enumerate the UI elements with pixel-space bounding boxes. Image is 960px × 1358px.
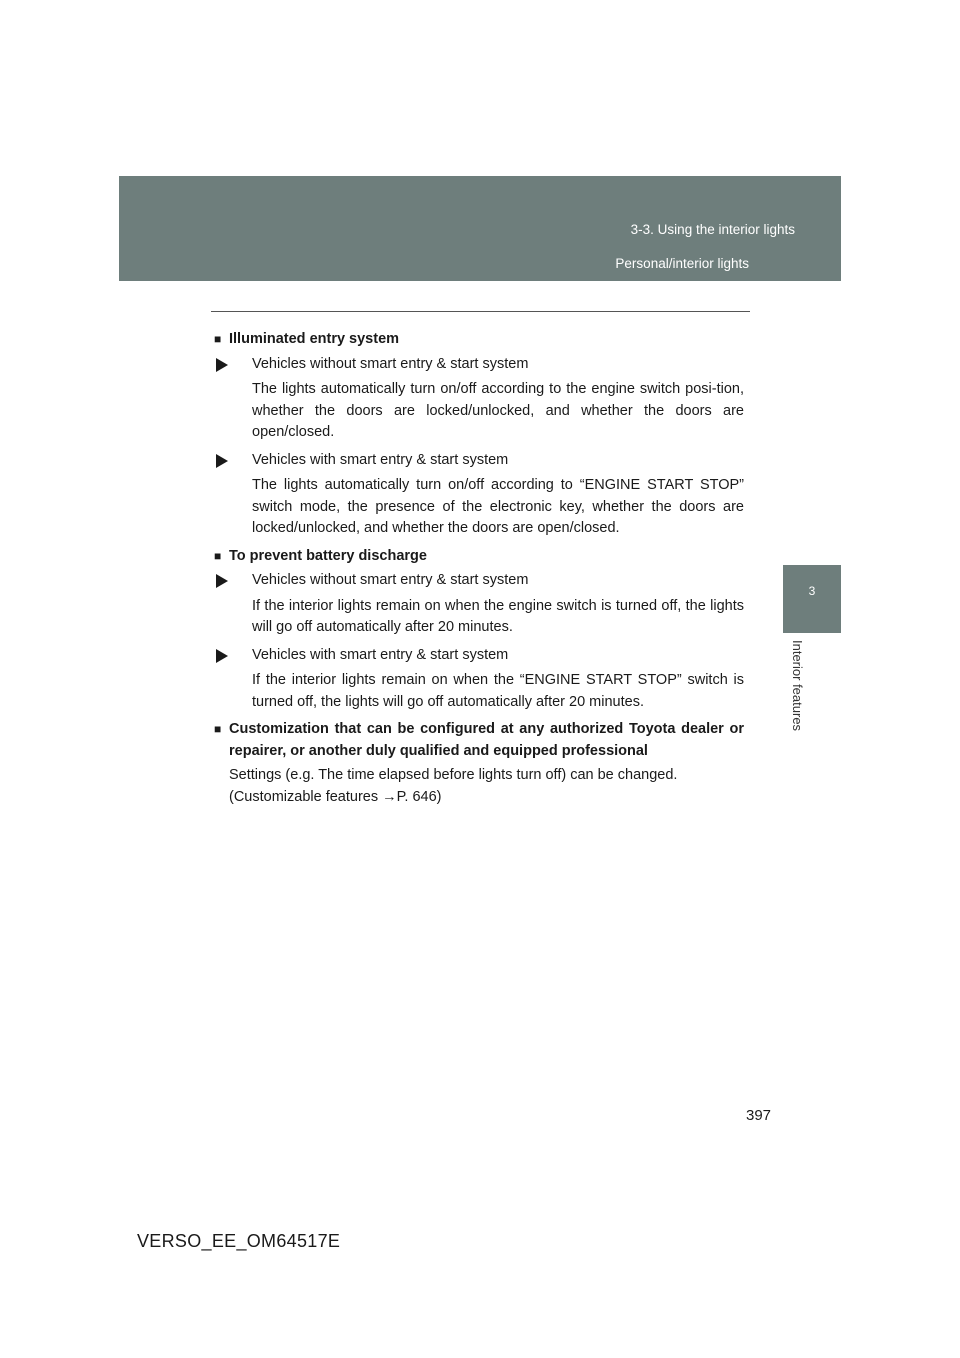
triangle-bullet-icon [216,358,228,372]
section-illuminated-entry [214,329,744,540]
item-title: To prevent battery discharge [229,547,427,564]
triangle-bullet-icon [216,454,228,468]
item-title: Illuminated entry system [229,331,400,347]
chapter-tab-label: Interior features [790,640,805,732]
chapter-title: 3-3. Using the interior lights [630,222,795,237]
section-customization [214,719,744,808]
square-bullet-icon: ■ [214,548,222,563]
square-bullet-icon: ■ [214,332,222,346]
paragraph: The lights automatically turn on/off according to “ENGINE START STOP” switch mode, the presence of the electronic key, whether the doors are locked/unlocked, and whether the doors are open/closed. [252,477,744,536]
item-title: Customization that can be configured at any authorized Toyota dealer or repairer, or another duly qualified and equipped professional [229,721,744,759]
section-battery-discharge [214,546,744,714]
page-header [119,176,841,281]
page-content [214,327,744,808]
sub-heading: Vehicles without smart entry & start system [252,354,744,376]
paragraph: If the interior lights remain on when the engine switch is turned off, the lights will go off automatically after 20 minutes. [252,597,744,635]
chapter-tab-number: 3 [808,584,816,598]
section-title: Personal/interior lights [615,256,749,271]
divider-rule [211,311,750,312]
page-number: 397 [746,1107,772,1124]
triangle-bullet-icon [216,649,228,663]
sub-heading: Vehicles without smart entry & start system [252,570,744,592]
paragraph: Settings (e.g. The time elapsed before lights turn off) can be changed. [229,767,678,783]
paragraph: If the interior lights remain on when the “ENGINE START STOP” switch is turned off, the lights will go off automatically after 20 minutes. [252,672,744,710]
sub-heading: Vehicles with smart entry & start system [252,645,744,667]
cross-reference-link[interactable]: (Customizable features →P. 646) [229,788,442,805]
document-code: VERSO_EE_OM64517E [137,1231,341,1251]
sub-heading: Vehicles with smart entry & start system [252,450,744,472]
chapter-tab [783,565,841,633]
paragraph: The lights automatically turn on/off according to the engine switch posi-tion, whether the doors are locked/unlocked, and whether the doors are open/closed. [252,381,744,440]
square-bullet-icon: ■ [214,722,222,736]
triangle-bullet-icon [216,574,228,588]
